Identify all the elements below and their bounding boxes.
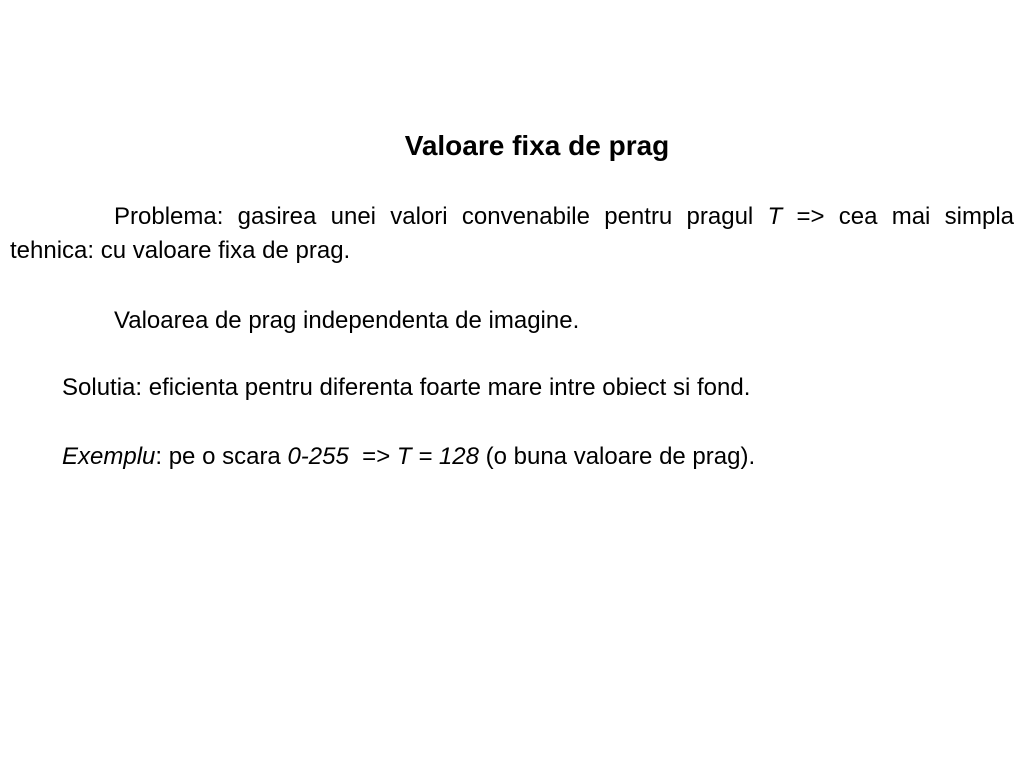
implies-arrow: => — [348, 443, 397, 470]
example-paragraph — [62, 440, 755, 474]
slide-title: Valoare fixa de prag — [404, 130, 670, 161]
problem-paragraph — [10, 200, 1014, 268]
problem-text: Problema: gasirea unei valori convenabile pentru pragul — [114, 203, 768, 230]
scale-range: 0-255 — [287, 443, 349, 470]
threshold-symbol: T — [767, 203, 783, 230]
solution-paragraph: Solutia: eficienta pentru diferenta foarte mare intre obiect si fond. — [62, 374, 751, 401]
example-remark: (o buna valoare de prag). — [478, 443, 756, 470]
problem-text-rest: => cea mai simpla tehnica: cu valoare fixa de prag. — [10, 203, 1014, 264]
example-label: Exemplu — [62, 443, 156, 470]
example-text: : pe o scara — [155, 443, 288, 470]
independent-threshold-paragraph: Valoarea de prag independenta de imagine. — [114, 307, 580, 334]
threshold-formula: T = 128 — [396, 443, 479, 470]
